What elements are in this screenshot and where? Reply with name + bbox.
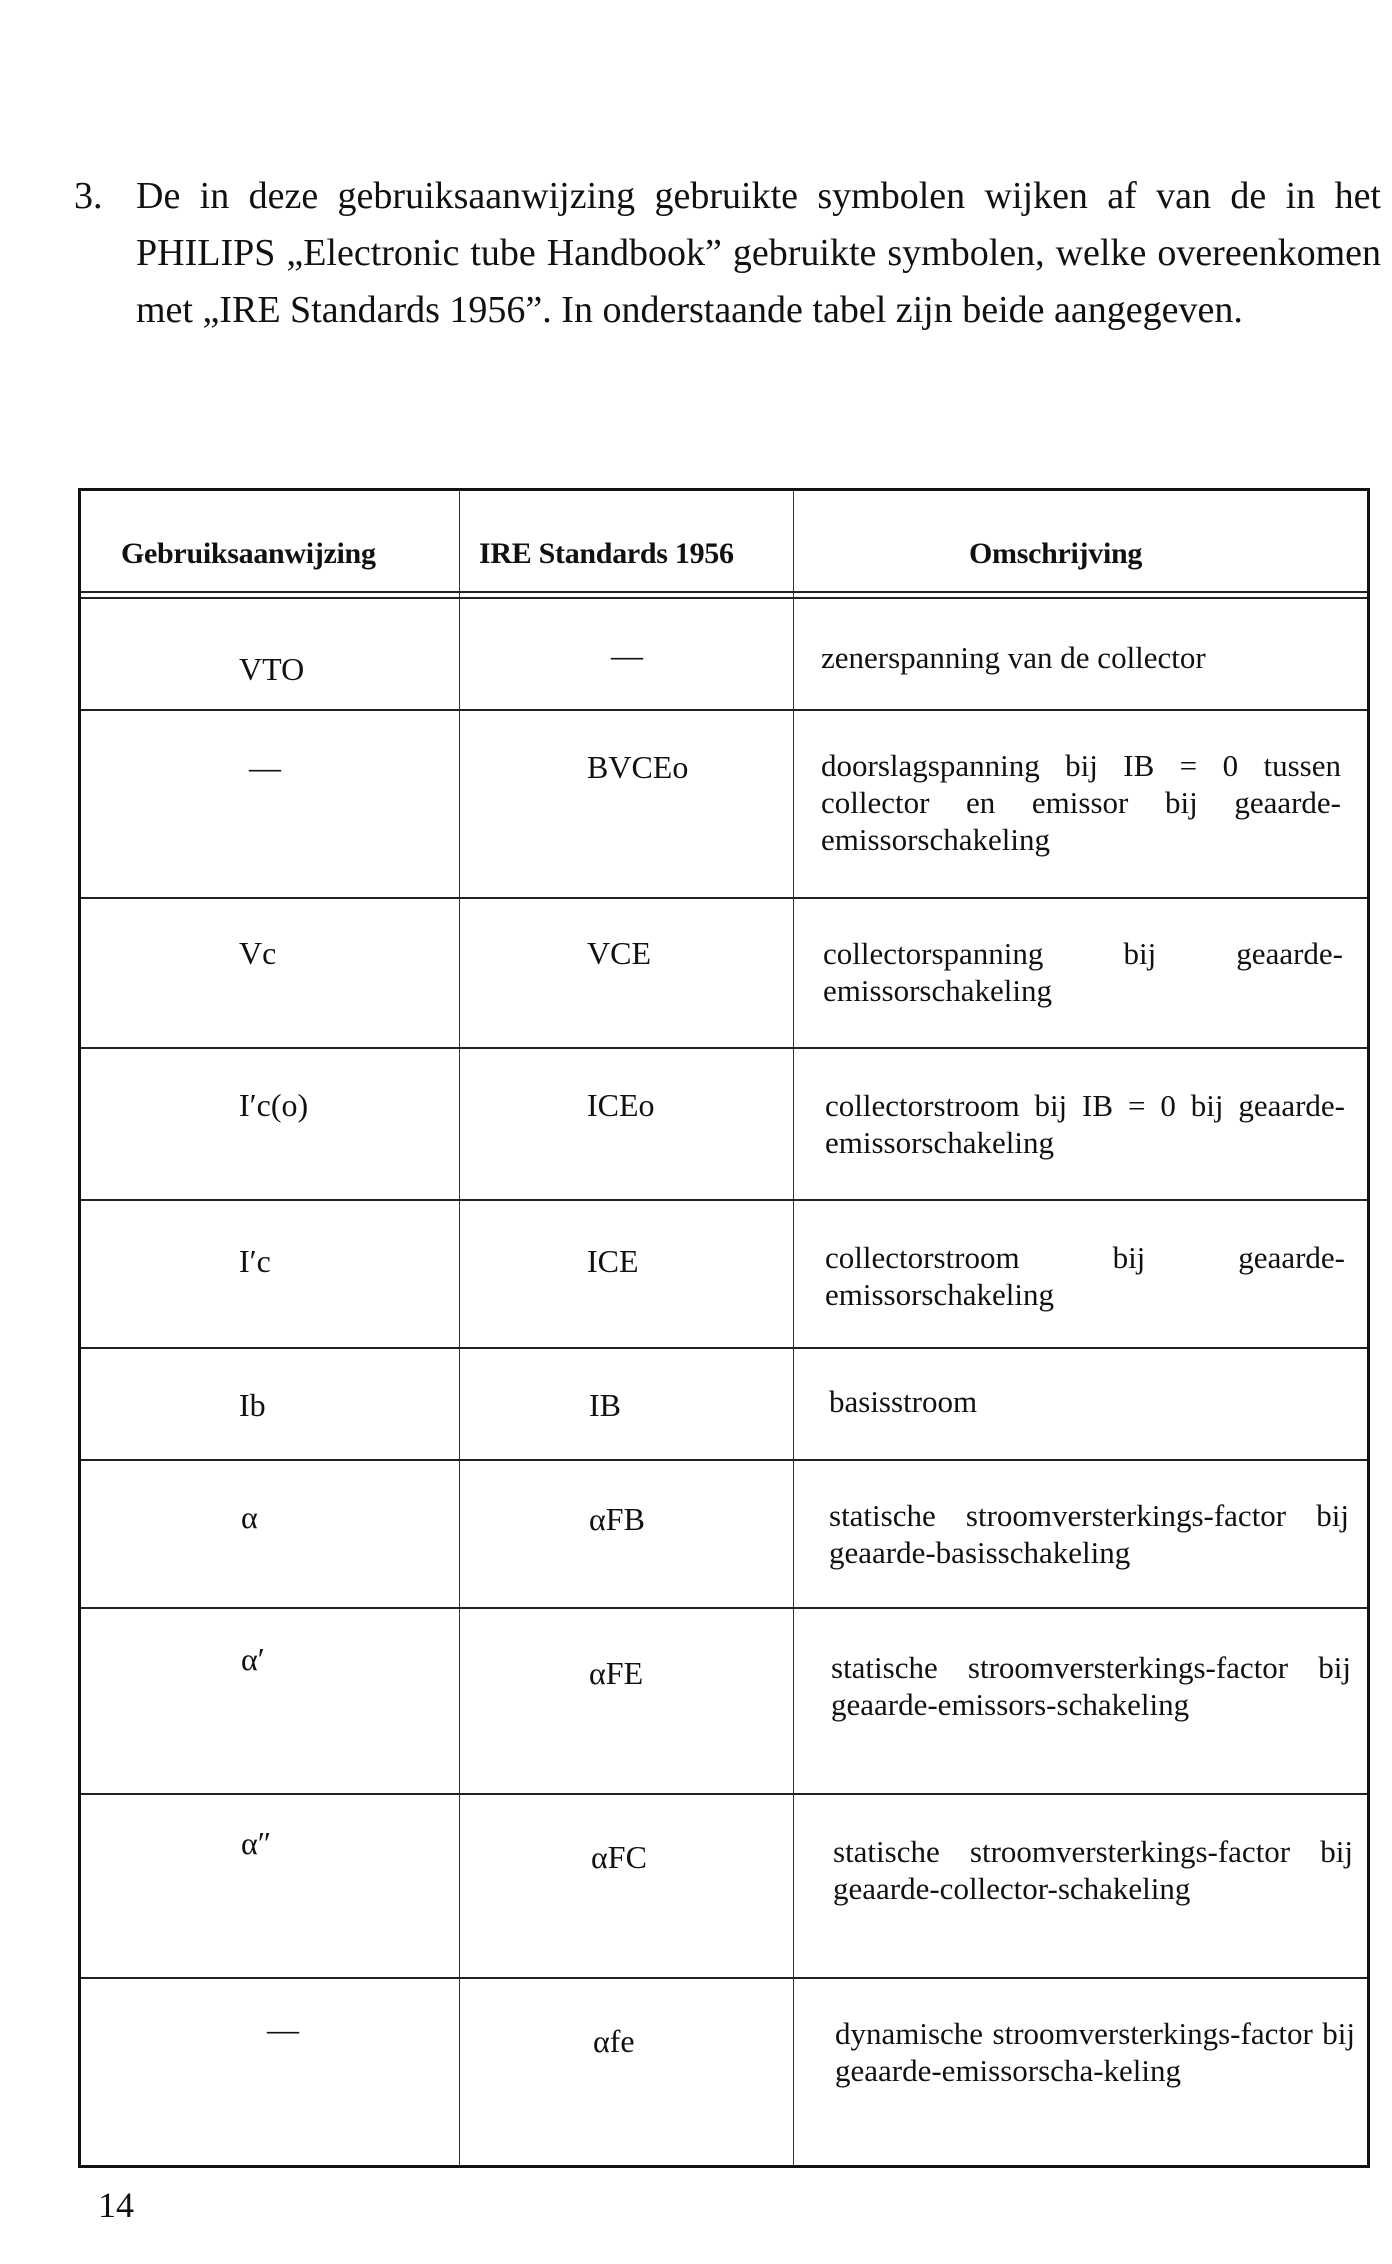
header-gebruiksaanwijzing: Gebruiksaanwijzing	[121, 537, 376, 570]
paragraph-number: 3.	[74, 175, 103, 217]
row-divider	[81, 709, 1367, 711]
row-1-ire: —	[611, 637, 643, 673]
row-divider	[81, 1977, 1367, 1979]
paragraph-text: De in deze gebruiksaanwijzing gebruikte symbolen wijken af van de in het PHILIPS „Electronic tube Handbook” gebruikte symbolen, welke overeenkomen met „IRE Standards 1956”. In onderstaande tabel zijn beide aangegeven.	[136, 175, 1381, 331]
row-divider	[81, 897, 1367, 899]
page-number: 14	[98, 2185, 134, 2225]
row-10-description: dynamische stroomversterkings-factor bij geaarde-emissorscha-keling	[835, 2016, 1355, 2088]
row-1-description: zenerspanning van de collector	[821, 640, 1206, 675]
row-7-gebruiksaanwijzing: α	[241, 1499, 258, 1535]
row-6-ire: IB	[589, 1387, 621, 1423]
row-3-description: collectorspanning bij geaarde-emissorschakeling	[823, 936, 1343, 1008]
row-divider	[81, 1607, 1367, 1609]
row-divider	[81, 1459, 1367, 1461]
header-ire-standards: IRE Standards 1956	[479, 537, 734, 570]
row-4-description: collectorstroom bij IB = 0 bij geaarde-emissorschakeling	[825, 1088, 1345, 1160]
row-4-ire: ICEo	[587, 1087, 655, 1123]
row-4-gebruiksaanwijzing: I′c(o)	[239, 1087, 309, 1123]
row-divider	[81, 1793, 1367, 1795]
row-8-gebruiksaanwijzing: α′	[241, 1641, 265, 1677]
row-8-ire: αFE	[589, 1655, 644, 1691]
row-divider	[81, 1199, 1367, 1201]
column-divider-1	[459, 491, 460, 2165]
symbols-table	[78, 488, 1370, 2168]
row-divider	[81, 1347, 1367, 1349]
row-10-gebruiksaanwijzing: —	[267, 2011, 299, 2047]
row-10-ire: αfe	[593, 2023, 635, 2059]
row-5-description: collectorstroom bij geaarde-emissorschakeling	[825, 1240, 1345, 1312]
row-7-description: statische stroomversterkings-factor bij geaarde-basisschakeling	[829, 1498, 1349, 1570]
row-2-gebruiksaanwijzing: —	[249, 749, 281, 785]
column-divider-2	[793, 491, 794, 2165]
row-9-ire: αFC	[591, 1839, 647, 1875]
row-6-gebruiksaanwijzing: Ib	[239, 1387, 266, 1423]
row-5-ire: ICE	[587, 1243, 639, 1279]
header-rule-bottom	[81, 597, 1367, 599]
row-8-description: statische stroomversterkings-factor bij geaarde-emissors-schakeling	[831, 1650, 1351, 1722]
row-divider	[81, 1047, 1367, 1049]
row-1-gebruiksaanwijzing: VTO	[239, 651, 305, 687]
row-9-gebruiksaanwijzing: α″	[241, 1825, 272, 1861]
row-6-description: basisstroom	[829, 1384, 978, 1419]
row-3-gebruiksaanwijzing: Vc	[239, 935, 277, 971]
row-9-description: statische stroomversterkings-factor bij geaarde-collector-schakeling	[833, 1834, 1353, 1906]
row-5-gebruiksaanwijzing: I′c	[239, 1243, 271, 1279]
header-rule-top	[81, 591, 1367, 593]
row-2-description: doorslagspanning bij IB = 0 tussen collector en emissor bij geaarde-emissorschakeling	[821, 748, 1341, 857]
row-2-ire: BVCEo	[587, 749, 689, 785]
header-omschrijving: Omschrijving	[969, 537, 1143, 570]
row-7-ire: αFB	[589, 1501, 645, 1537]
row-3-ire: VCE	[587, 935, 651, 971]
